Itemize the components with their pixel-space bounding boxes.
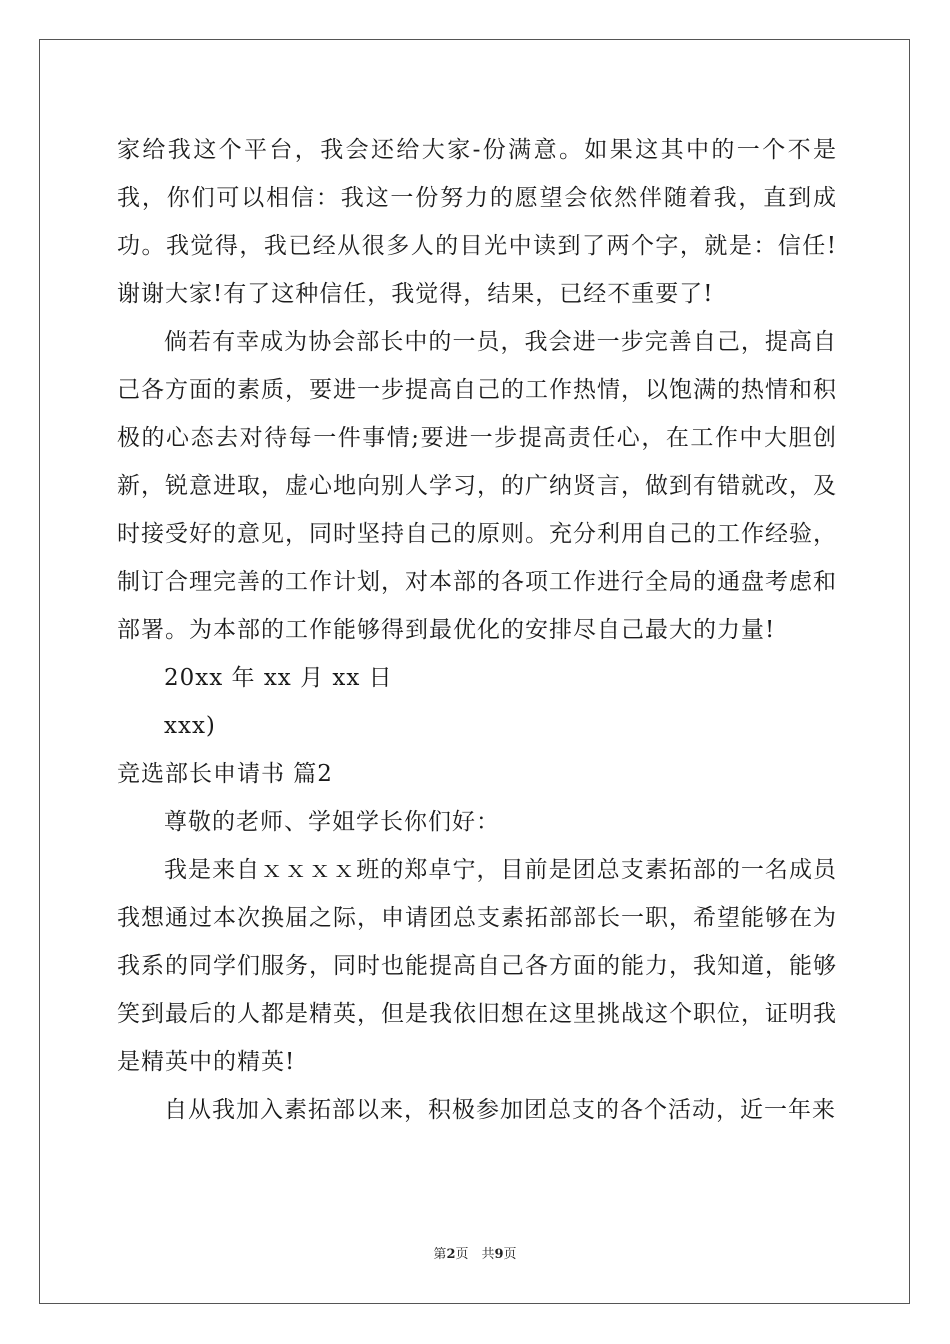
- page-suffix: 页: [503, 1247, 517, 1262]
- page-total-number: 9: [494, 1247, 504, 1262]
- page-footer: [0, 1245, 950, 1265]
- section-heading: 竞选部长申请书 篇2: [117, 761, 333, 787]
- page-prefix: 第: [433, 1247, 447, 1262]
- paragraph-continuation: 家给我这个平台，我会还给大家-份满意。如果这其中的一个不是我，你们可以相信：我这一份努力的愿望会依然伴随着我，直到成功。我觉得，我已经从很多人的目光中读到了两个字，就是：信任!谢谢大家!有了这种信任，我觉得，结果，已经不重要了!: [117, 137, 837, 307]
- document-body: [117, 126, 837, 1134]
- signature-line: xxx): [164, 713, 216, 739]
- greeting: 尊敬的老师、学姐学长你们好：: [164, 809, 500, 835]
- paragraph-introduction: 我是来自ｘｘｘｘ班的郑卓宁，目前是团总支素拓部的一名成员我想通过本次换届之际，申请团总支素拓部部长一职，希望能够在为我系的同学们服务，同时也能提高自己各方面的能力，我知道，能够笑到最后的人都是精英，但是我依旧想在这里挑战这个职位，证明我是精英中的精英!: [117, 857, 837, 1075]
- paragraph-commitment: 倘若有幸成为协会部长中的一员，我会进一步完善自己，提高自己各方面的素质，要进一步提高自己的工作热情，以饱满的热情和积极的心态去对待每一件事情;要进一步提高责任心，在工作中大胆创新，锐意进取，虚心地向别人学习，的广纳贤言，做到有错就改，及时接受好的意见，同时坚持自己的原则。充分利用自己的工作经验，制订合理完善的工作计划，对本部的各项工作进行全局的通盘考虑和部署。为本部的工作能够得到最优化的安排尽自己最大的力量!: [117, 329, 837, 643]
- date-line: 20xx 年 xx 月 xx 日: [164, 665, 393, 691]
- page-current-number: 2: [446, 1247, 456, 1262]
- page-mid: 页 共: [455, 1247, 495, 1262]
- paragraph-experience: 自从我加入素拓部以来，积极参加团总支的各个活动，近一年来: [164, 1097, 836, 1123]
